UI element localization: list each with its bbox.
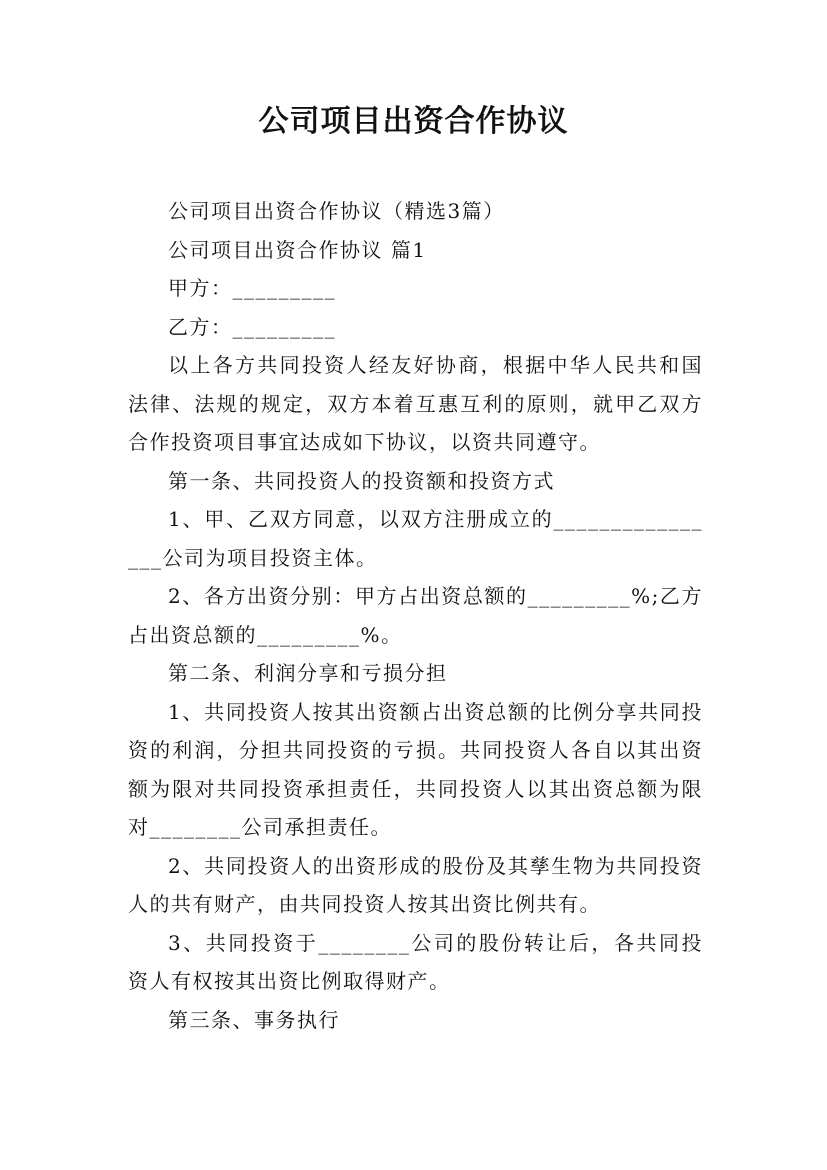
clause-3-heading: 第三条、事务执行 xyxy=(168,1007,340,1032)
clause-2-item-3: 3、共同投资于________公司的股份转让后，各共同投资人有权按其出资比例取得财产。 xyxy=(128,930,703,993)
party-b-line: 乙方：_________ xyxy=(168,314,336,339)
clause-2-heading: 第二条、利润分享和亏损分担 xyxy=(168,661,448,685)
collection-heading: 公司项目出资合作协议（精选3篇） xyxy=(168,199,505,223)
document-body xyxy=(128,192,703,1039)
clause-2-item-2: 2、共同投资人的出资形成的股份及其孳生物为共同投资人的共有财产，由共同投资人按其出资比例共有。 xyxy=(128,853,703,916)
clause-1-heading: 第一条、共同投资人的投资额和投资方式 xyxy=(168,468,555,493)
article-heading: 公司项目出资合作协议 篇1 xyxy=(168,237,427,262)
clause-2-item-1: 1、共同投资人按其出资额占出资总额的比例分享共同投资的利润，分担共同投资的亏损。共同投资人各自以其出资额为限对共同投资承担责任，共同投资人以其出资总额为限对________公司承担责任。 xyxy=(128,699,703,839)
clause-1-item-2: 2、各方出资分别：甲方占出资总额的_________%;乙方占出资总额的_________%。 xyxy=(128,584,703,647)
party-a-line: 甲方：_________ xyxy=(168,276,336,300)
document-title: 公司项目出资合作协议 xyxy=(258,104,569,139)
clause-1-item-1: 1、甲、乙双方同意，以双方注册成立的________________公司为项目投资主体。 xyxy=(128,507,703,570)
preamble-paragraph: 以上各方共同投资人经友好协商，根据中华人民共和国法律、法规的规定，双方本着互惠互利的原则，就甲乙双方合作投资项目事宜达成如下协议，以资共同遵守。 xyxy=(128,353,703,454)
